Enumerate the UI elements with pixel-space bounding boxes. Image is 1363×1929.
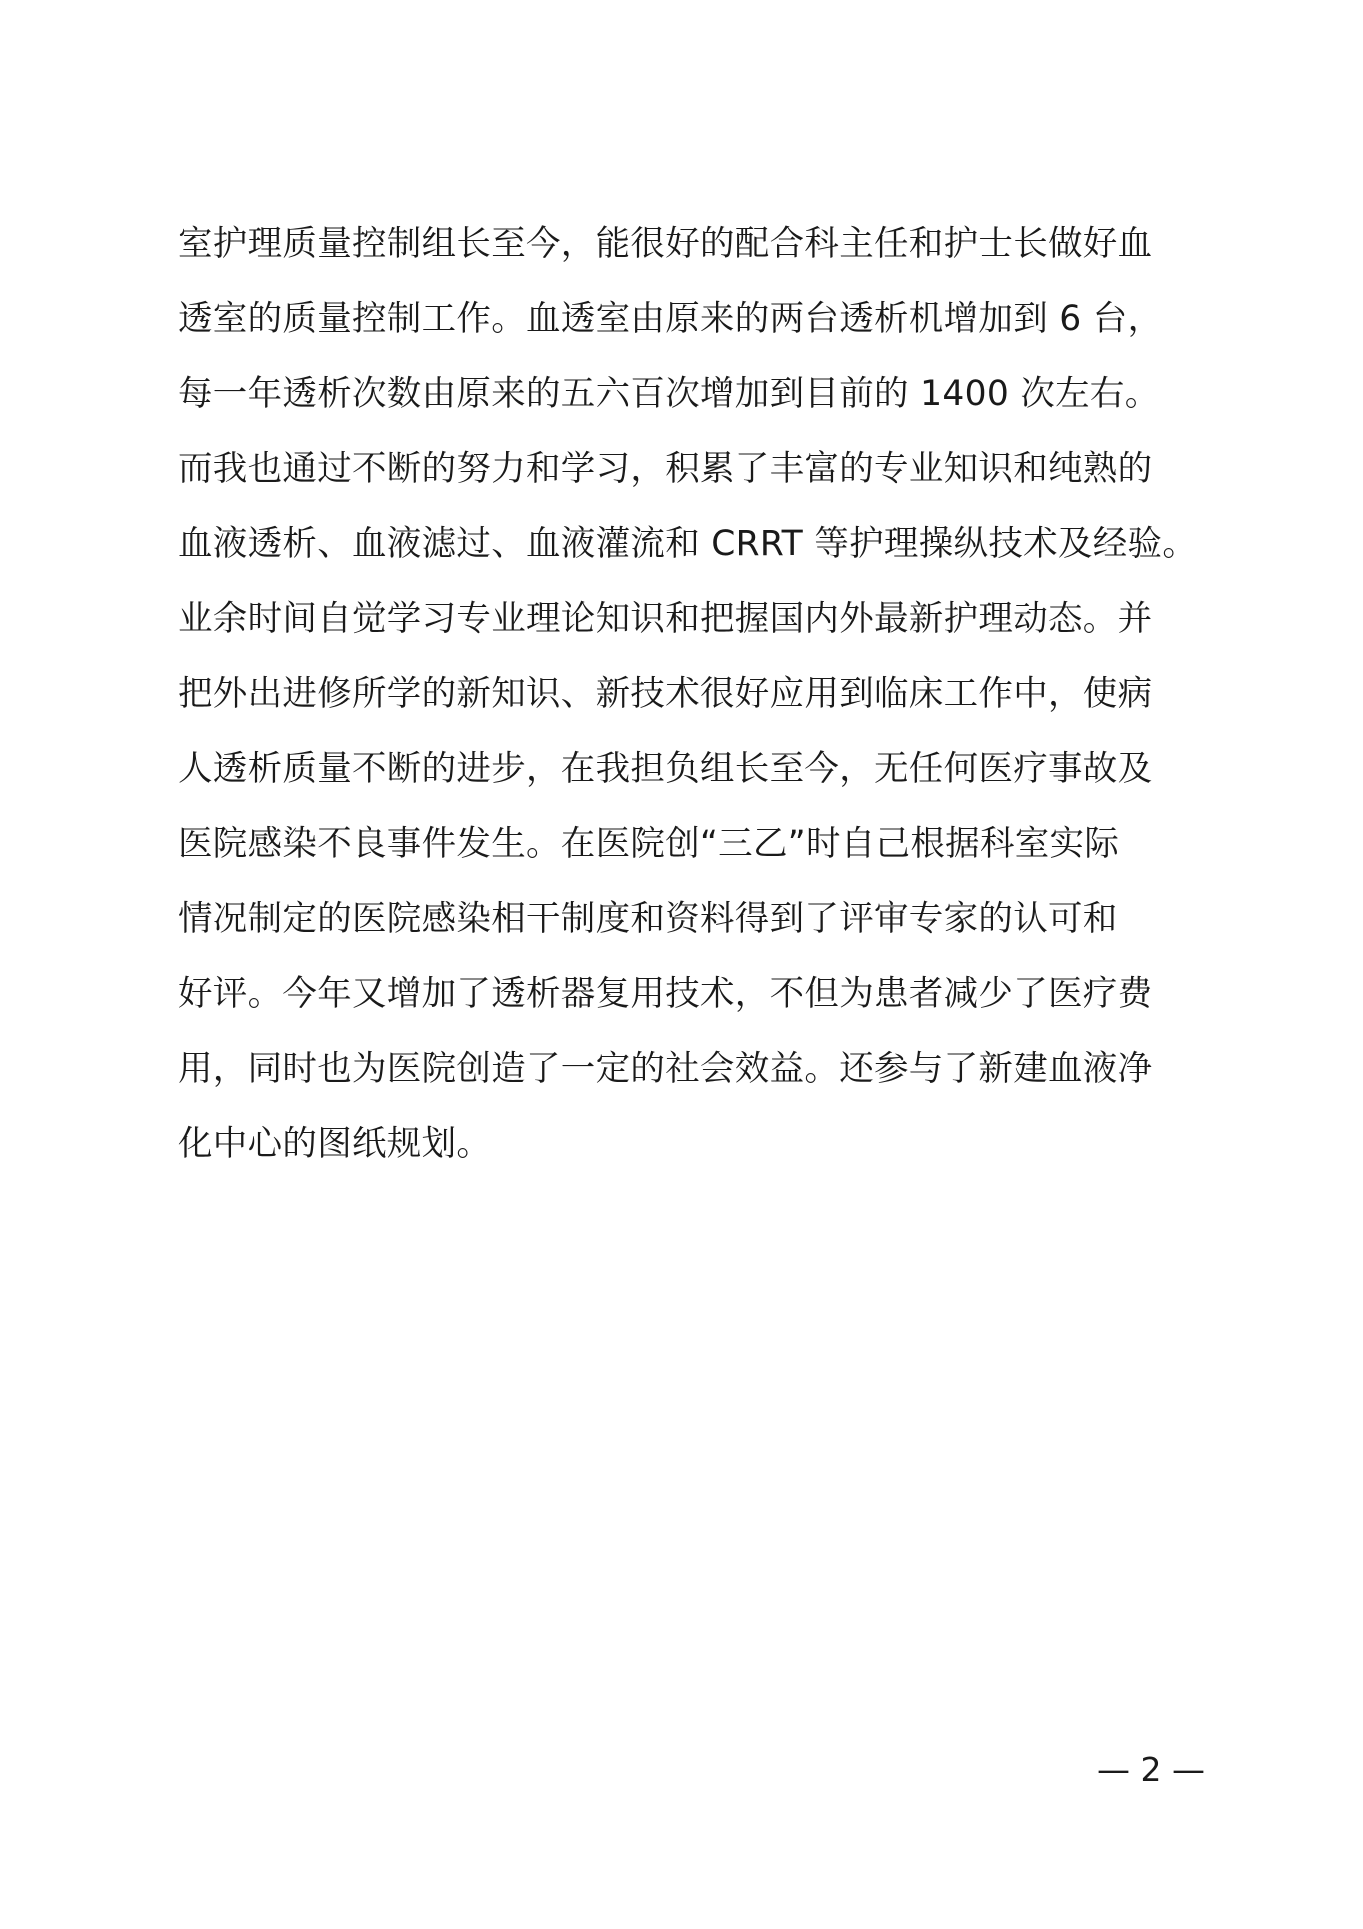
- text-line: 好评。今年又增加了透析器复用技术，不但为患者减少了医疗费: [178, 974, 1153, 1014]
- text-line: 用，同时也为医院创造了一定的社会效益。还参与了新建血液净: [178, 1049, 1153, 1089]
- text-line: 医院感染不良事件发生。在医院创“三乙”时自己根据科室实际: [178, 824, 1120, 864]
- page-number: — 2 —: [1097, 1750, 1205, 1789]
- body-paragraph: [178, 207, 1208, 1182]
- text-line: 人透析质量不断的进步，在我担负组长至今，无任何医疗事故及: [178, 749, 1153, 789]
- text-line: 业余时间自觉学习专业理论知识和把握国内外最新护理动态。并: [178, 599, 1153, 639]
- text-line: 而我也通过不断的努力和学习，积累了丰富的专业知识和纯熟的: [178, 449, 1153, 489]
- text-line: 透室的质量控制工作。血透室由原来的两台透析机增加到 6 台，: [178, 299, 1163, 339]
- text-line: 化中心的图纸规划。: [178, 1124, 492, 1164]
- text-line: 情况制定的医院感染相干制度和资料得到了评审专家的认可和: [178, 899, 1118, 939]
- text-line: 把外出进修所学的新知识、新技术很好应用到临床工作中，使病: [178, 674, 1153, 714]
- text-line: 每一年透析次数由原来的五六百次增加到目前的 1400 次左右。: [178, 374, 1160, 414]
- text-line: 室护理质量控制组长至今，能很好的配合科主任和护士长做好血: [178, 224, 1153, 264]
- text-line: 血液透析、血液滤过、血液灌流和 CRRT 等护理操纵技术及经验。: [178, 524, 1198, 564]
